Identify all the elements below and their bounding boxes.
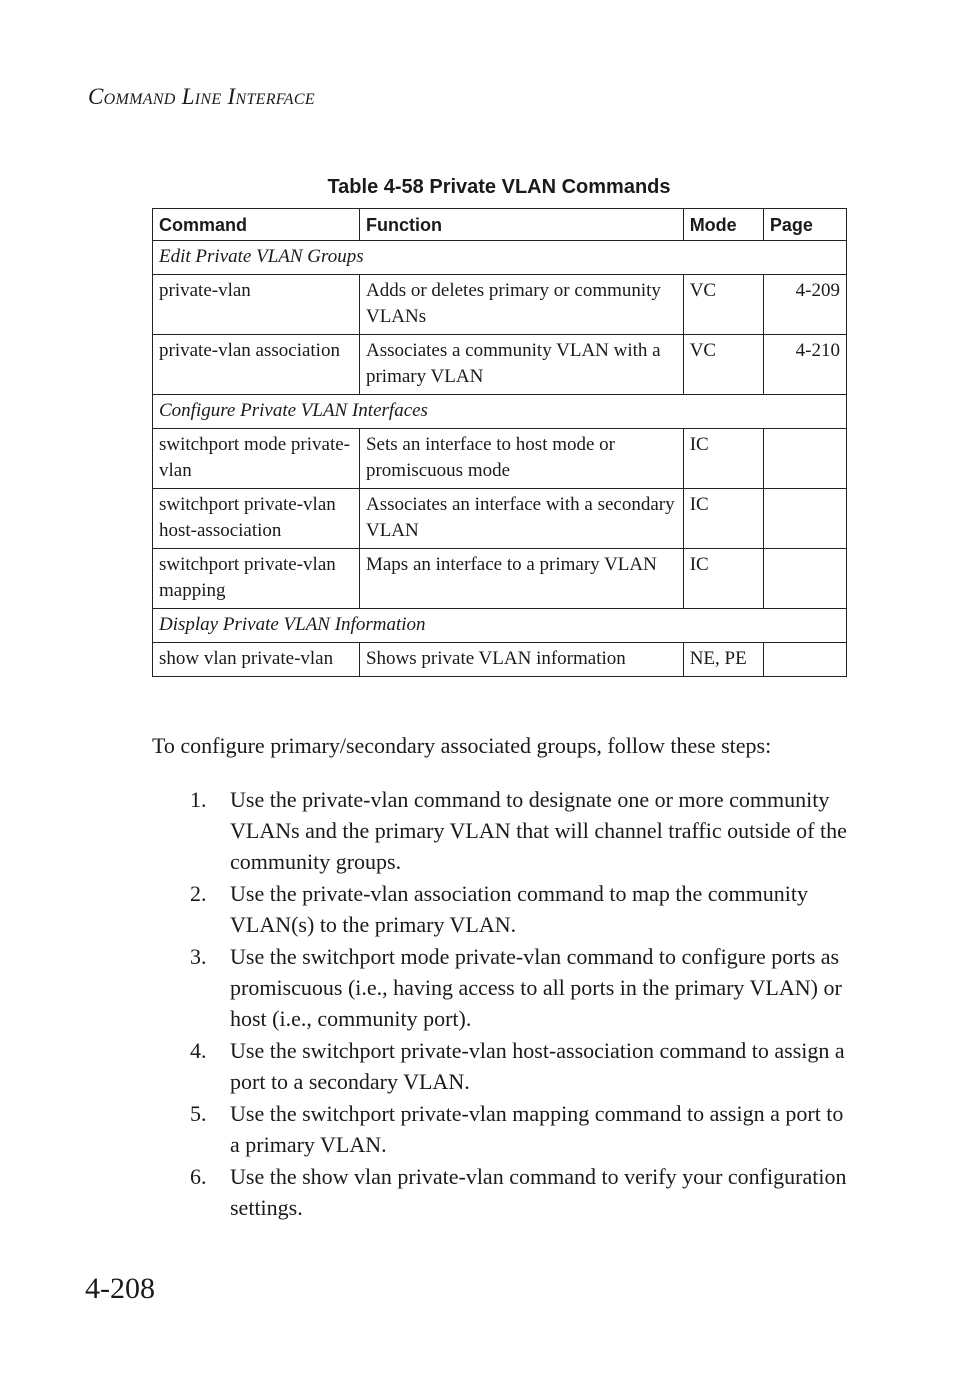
steps-list <box>190 784 850 1224</box>
cell-command: private-vlan <box>153 275 360 335</box>
cell-page <box>763 549 846 609</box>
list-item <box>190 1035 850 1097</box>
list-item-number: 6. <box>190 1164 207 1189</box>
table-group-row <box>153 241 847 275</box>
table-row <box>153 335 847 395</box>
header-page: Page <box>763 209 846 241</box>
table-group-label: Display Private VLAN Information <box>153 609 847 643</box>
list-item-number: 3. <box>190 944 207 969</box>
private-vlan-commands-table <box>152 208 847 677</box>
cell-function: Associates an interface with a secondary VLAN <box>359 489 683 549</box>
list-item <box>190 941 850 1034</box>
table-row <box>153 549 847 609</box>
cell-function: Shows private VLAN information <box>359 643 683 677</box>
table-group-label: Edit Private VLAN Groups <box>153 241 847 275</box>
running-head: Command Line Interface <box>88 84 315 109</box>
list-item-number: 1. <box>190 787 207 812</box>
list-item-text: Use the private-vlan association command to map the community VLAN(s) to the primary VLAN. <box>230 881 808 937</box>
cell-function: Adds or deletes primary or community VLANs <box>359 275 683 335</box>
cell-command: show vlan private-vlan <box>153 643 360 677</box>
cell-mode: IC <box>683 489 763 549</box>
list-item-number: 2. <box>190 881 207 906</box>
list-item <box>190 878 850 940</box>
cell-mode: IC <box>683 429 763 489</box>
cell-page <box>763 489 846 549</box>
table-group-row <box>153 609 847 643</box>
list-item-number: 5. <box>190 1101 207 1126</box>
cell-mode: VC <box>683 335 763 395</box>
cell-function: Associates a community VLAN with a primary VLAN <box>359 335 683 395</box>
table-row <box>153 275 847 335</box>
cell-page <box>763 643 846 677</box>
intro-paragraph: To configure primary/secondary associated groups, follow these steps: <box>152 733 772 758</box>
cell-page: 4-209 <box>763 275 846 335</box>
cell-command: switchport private-vlan host-association <box>153 489 360 549</box>
header-mode: Mode <box>683 209 763 241</box>
table-header-row <box>153 209 847 241</box>
list-item-text: Use the switchport private-vlan host-association command to assign a port to a secondary VLAN. <box>230 1038 845 1094</box>
cell-function: Sets an interface to host mode or promiscuous mode <box>359 429 683 489</box>
table-caption: Table 4-58 Private VLAN Commands <box>327 176 671 198</box>
header-function: Function <box>359 209 683 241</box>
cell-mode: NE, PE <box>683 643 763 677</box>
table-group-label: Configure Private VLAN Interfaces <box>153 395 847 429</box>
cell-page <box>763 429 846 489</box>
list-item-text: Use the switchport private-vlan mapping command to assign a port to a primary VLAN. <box>230 1101 844 1157</box>
table-group-row <box>153 395 847 429</box>
list-item-text: Use the switchport mode private-vlan command to configure ports as promiscuous (i.e., having access to all ports in the primary VLAN) or host (i.e., community port). <box>230 944 842 1031</box>
list-item <box>190 1161 850 1223</box>
cell-mode: IC <box>683 549 763 609</box>
page-number: 4-208 <box>85 1272 155 1305</box>
table-row <box>153 489 847 549</box>
cell-function: Maps an interface to a primary VLAN <box>359 549 683 609</box>
table-row <box>153 429 847 489</box>
cell-page: 4-210 <box>763 335 846 395</box>
table-row <box>153 643 847 677</box>
list-item-text: Use the show vlan private-vlan command to verify your configuration settings. <box>230 1164 847 1220</box>
list-item-number: 4. <box>190 1038 207 1063</box>
table-body <box>153 241 847 677</box>
list-item <box>190 1098 850 1160</box>
cell-command: switchport private-vlan mapping <box>153 549 360 609</box>
list-item-text: Use the private-vlan command to designate one or more community VLANs and the primary VLAN that will channel traffic outside of the community groups. <box>230 787 847 874</box>
cell-mode: VC <box>683 275 763 335</box>
cell-command: private-vlan association <box>153 335 360 395</box>
header-command: Command <box>153 209 360 241</box>
list-item <box>190 784 850 877</box>
cell-command: switchport mode private-vlan <box>153 429 360 489</box>
